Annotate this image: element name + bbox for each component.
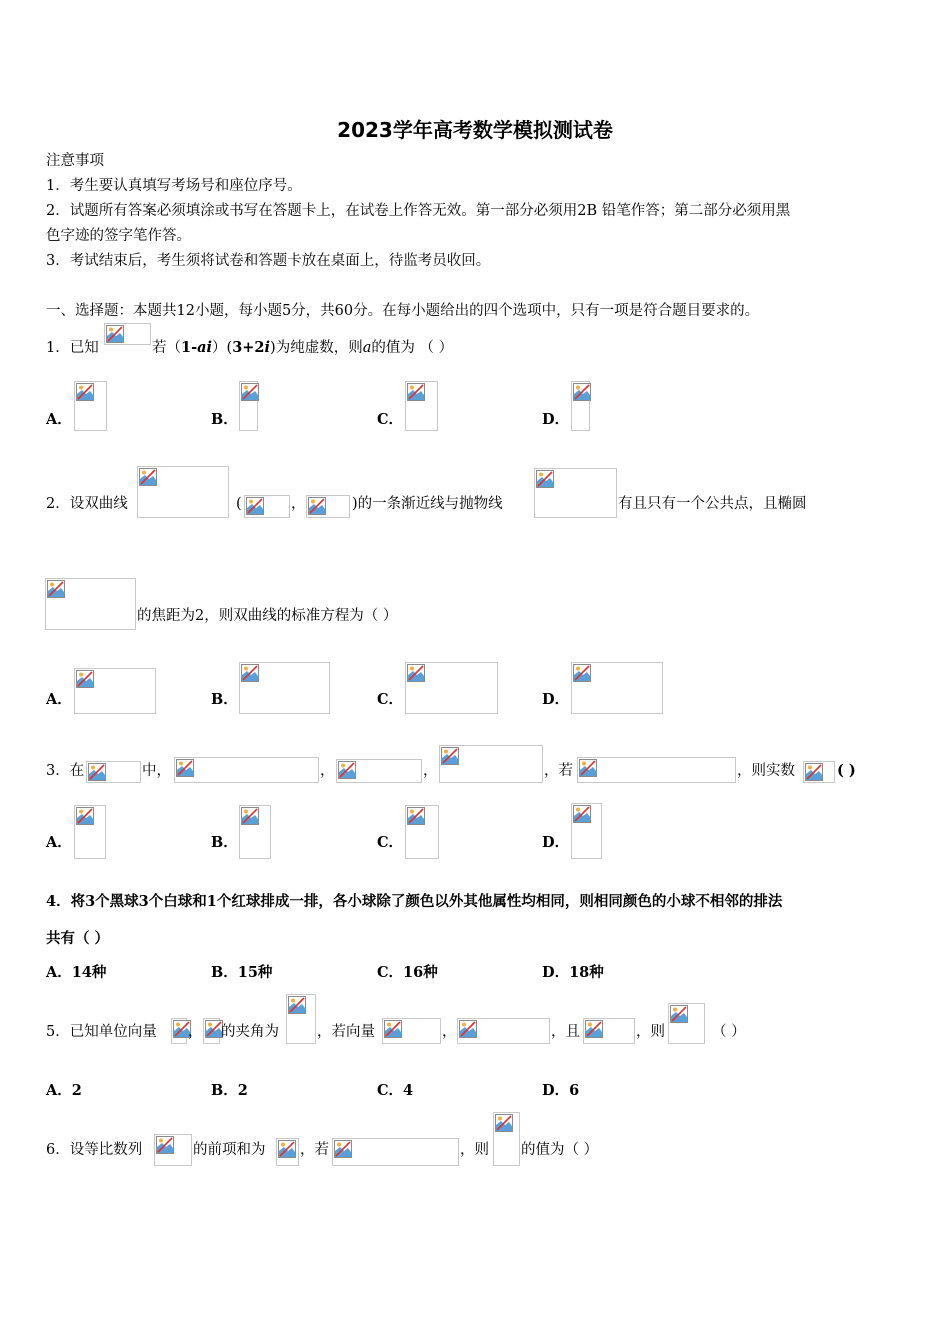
option-b: B．15种 — [211, 964, 273, 981]
q1-text: 若（ — [152, 340, 181, 356]
option-a: A． — [46, 691, 72, 708]
q3-text: ， — [423, 763, 438, 779]
option-b: B．2 — [211, 1082, 248, 1099]
q3-prefix: 3．在 — [46, 763, 85, 779]
q2-prefix: 2．设双曲线 — [46, 496, 128, 512]
option-a: A．2 — [46, 1082, 82, 1099]
q4-stem: 4．将3个黑球3个白球和1个红球排成一排，各小球除了颜色以外其他属性均相同，则相同颜色的小球不相邻的排法 — [46, 893, 783, 910]
q5-text: ， — [442, 1024, 457, 1040]
formula-image-icon — [457, 1018, 550, 1044]
formula-image-icon — [668, 1003, 705, 1044]
formula-image-icon — [534, 468, 617, 518]
q3-text: ( ) — [837, 762, 856, 779]
formula-image-icon — [86, 761, 141, 783]
formula-image-icon — [104, 323, 151, 345]
q5-text: ，且 — [551, 1024, 580, 1040]
q3-text: ，则实数 — [737, 763, 795, 779]
formula-image-icon — [803, 761, 835, 783]
q1-text: 3+2 — [232, 339, 265, 356]
formula-image-icon — [239, 662, 330, 714]
q6-prefix: 6．设等比数列 — [46, 1142, 143, 1158]
option-d: D．18种 — [542, 964, 604, 981]
option-d: D． — [542, 691, 570, 708]
option-a: A． — [46, 834, 72, 851]
q6-text: 的前项和为 — [193, 1142, 266, 1158]
formula-image-icon — [577, 757, 736, 783]
q1-stem — [152, 338, 453, 358]
formula-image-icon — [571, 803, 602, 859]
option-c: C． — [377, 691, 404, 708]
q5-prefix: 5．已知单位向量 — [46, 1024, 157, 1040]
q6-text: 的值为（ ） — [521, 1142, 599, 1158]
option-c: C．4 — [377, 1082, 414, 1099]
formula-image-icon — [571, 381, 590, 431]
option-d: D． — [542, 834, 570, 851]
q1-text: ）( — [212, 340, 233, 356]
section-heading: 一、选择题：本题共12小题，每小题5分，共60分。在每小题给出的四个选项中，只有一项是符合题目要求的。 — [46, 303, 760, 319]
q2-text: ( — [236, 496, 242, 512]
formula-image-icon — [171, 1018, 187, 1044]
option-c: C．16种 — [377, 964, 438, 981]
formula-image-icon — [405, 662, 498, 714]
formula-image-icon — [493, 1112, 520, 1166]
q6-text: ，若 — [300, 1142, 329, 1158]
q2-text: ， — [291, 496, 306, 512]
formula-image-icon — [583, 1018, 635, 1044]
formula-image-icon — [382, 1018, 441, 1044]
formula-image-icon — [74, 381, 107, 431]
q1-text: )为纯虚数，则 — [270, 340, 363, 356]
q5-text: ，若向量 — [317, 1024, 375, 1040]
option-b: B． — [211, 834, 238, 851]
q1-text: 的值为 （ ） — [371, 340, 454, 356]
q1-var: ai — [197, 339, 213, 356]
notice-heading: 注意事项 — [46, 153, 104, 169]
option-a: A．14种 — [46, 964, 107, 981]
formula-image-icon — [74, 668, 156, 714]
option-c: C． — [377, 834, 404, 851]
formula-image-icon — [336, 759, 422, 783]
option-b: B． — [211, 411, 238, 428]
q5-text: 的夹角为 — [221, 1024, 279, 1040]
q3-text: ， — [320, 763, 335, 779]
q2-text: 的焦距为2，则双曲线的标准方程为（ ） — [137, 608, 398, 624]
q5-text: （ ） — [712, 1024, 746, 1040]
formula-image-icon — [74, 805, 106, 859]
formula-image-icon — [405, 805, 439, 859]
formula-image-icon — [286, 994, 316, 1044]
q5-text: ， — [188, 1024, 203, 1040]
formula-image-icon — [203, 1018, 220, 1044]
formula-image-icon — [174, 757, 319, 783]
page-title: 2023学年高考数学模拟测试卷 — [337, 118, 613, 142]
q2-text: )的一条渐近线与抛物线 — [352, 496, 503, 512]
formula-image-icon — [239, 381, 258, 431]
q1-var: i — [264, 339, 271, 356]
formula-image-icon — [239, 805, 271, 859]
formula-image-icon — [571, 662, 663, 714]
q1-prefix: 1．已知 — [46, 340, 99, 356]
option-c: C． — [377, 411, 404, 428]
option-d: D．6 — [542, 1082, 580, 1099]
notice-item-2-cont: 色字迹的签字笔作答。 — [46, 228, 191, 244]
option-a: A． — [46, 411, 72, 428]
q4-stem-cont: 共有（ ） — [46, 930, 110, 947]
formula-image-icon — [439, 745, 543, 783]
formula-image-icon — [306, 495, 350, 518]
notice-item-1: 1．考生要认真填写考场号和座位序号。 — [46, 178, 302, 194]
q1-var: a — [362, 340, 372, 356]
q1-text: 1- — [181, 339, 198, 356]
q3-text: 中， — [142, 763, 171, 779]
formula-image-icon — [45, 578, 136, 630]
formula-image-icon — [154, 1134, 192, 1166]
option-d: D． — [542, 411, 570, 428]
notice-item-2: 2．试题所有答案必须填涂或书写在答题卡上，在试卷上作答无效。第一部分必须用2B 铅笔作答；第二部分必须用黑 — [46, 203, 791, 219]
q6-text: ，则 — [460, 1142, 489, 1158]
q3-text: ，若 — [544, 763, 573, 779]
formula-image-icon — [276, 1138, 299, 1166]
formula-image-icon — [137, 466, 229, 518]
q5-text: ，则 — [636, 1024, 665, 1040]
formula-image-icon — [332, 1138, 459, 1166]
option-b: B． — [211, 691, 238, 708]
formula-image-icon — [244, 495, 290, 518]
notice-item-3: 3．考试结束后，考生须将试卷和答题卡放在桌面上，待监考员收回。 — [46, 253, 491, 269]
formula-image-icon — [405, 381, 438, 431]
q2-text: 有且只有一个公共点，且椭圆 — [618, 496, 807, 512]
